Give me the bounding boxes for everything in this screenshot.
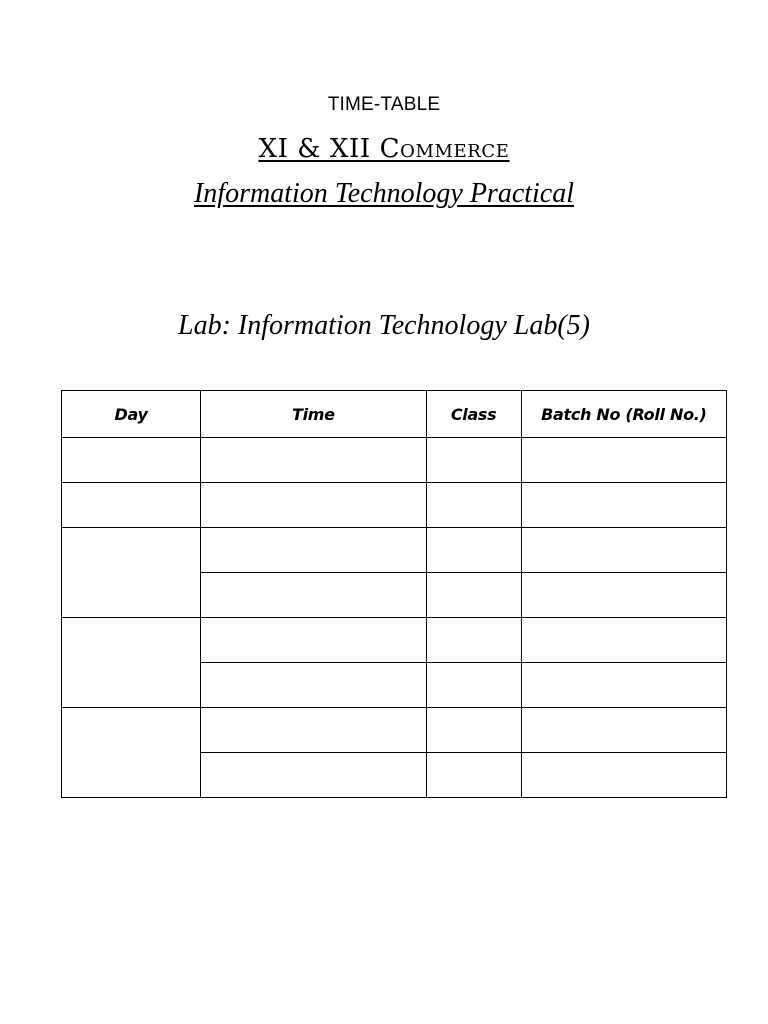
batch-cell	[521, 708, 726, 753]
class-cell	[426, 753, 521, 798]
subject-title: Information Technology Practical	[193, 178, 575, 209]
time-cell	[201, 708, 426, 753]
time-cell	[201, 753, 426, 798]
header-time: Time	[201, 391, 426, 438]
day-cell	[62, 483, 201, 528]
class-title: XI & XII Commerce	[258, 134, 510, 164]
time-cell	[201, 663, 426, 708]
table-row	[62, 528, 727, 573]
class-cell	[426, 708, 521, 753]
class-cell	[426, 618, 521, 663]
table-header-row	[62, 391, 727, 438]
batch-cell	[521, 528, 726, 573]
time-cell	[201, 528, 426, 573]
time-cell	[201, 618, 426, 663]
table-row	[62, 483, 727, 528]
table-row	[62, 708, 727, 753]
time-cell	[201, 573, 426, 618]
time-cell	[201, 438, 426, 483]
time-cell	[201, 483, 426, 528]
header-batch: Batch No (Roll No.)	[521, 391, 726, 438]
table-row	[62, 438, 727, 483]
day-cell	[62, 618, 201, 708]
batch-cell	[521, 618, 726, 663]
table-row	[62, 618, 727, 663]
lab-title: Lab: Information Technology Lab(5)	[178, 310, 590, 341]
batch-cell	[521, 483, 726, 528]
day-cell	[62, 528, 201, 618]
header-day: Day	[62, 391, 201, 438]
class-cell	[426, 663, 521, 708]
batch-cell	[521, 438, 726, 483]
batch-cell	[521, 753, 726, 798]
header-class: Class	[426, 391, 521, 438]
batch-cell	[521, 663, 726, 708]
day-cell	[62, 438, 201, 483]
class-cell	[426, 573, 521, 618]
class-cell	[426, 438, 521, 483]
class-cell	[426, 483, 521, 528]
document-title: TIME-TABLE	[327, 94, 441, 115]
class-cell	[426, 528, 521, 573]
batch-cell	[521, 573, 726, 618]
day-cell	[62, 708, 201, 798]
timetable	[61, 390, 727, 798]
